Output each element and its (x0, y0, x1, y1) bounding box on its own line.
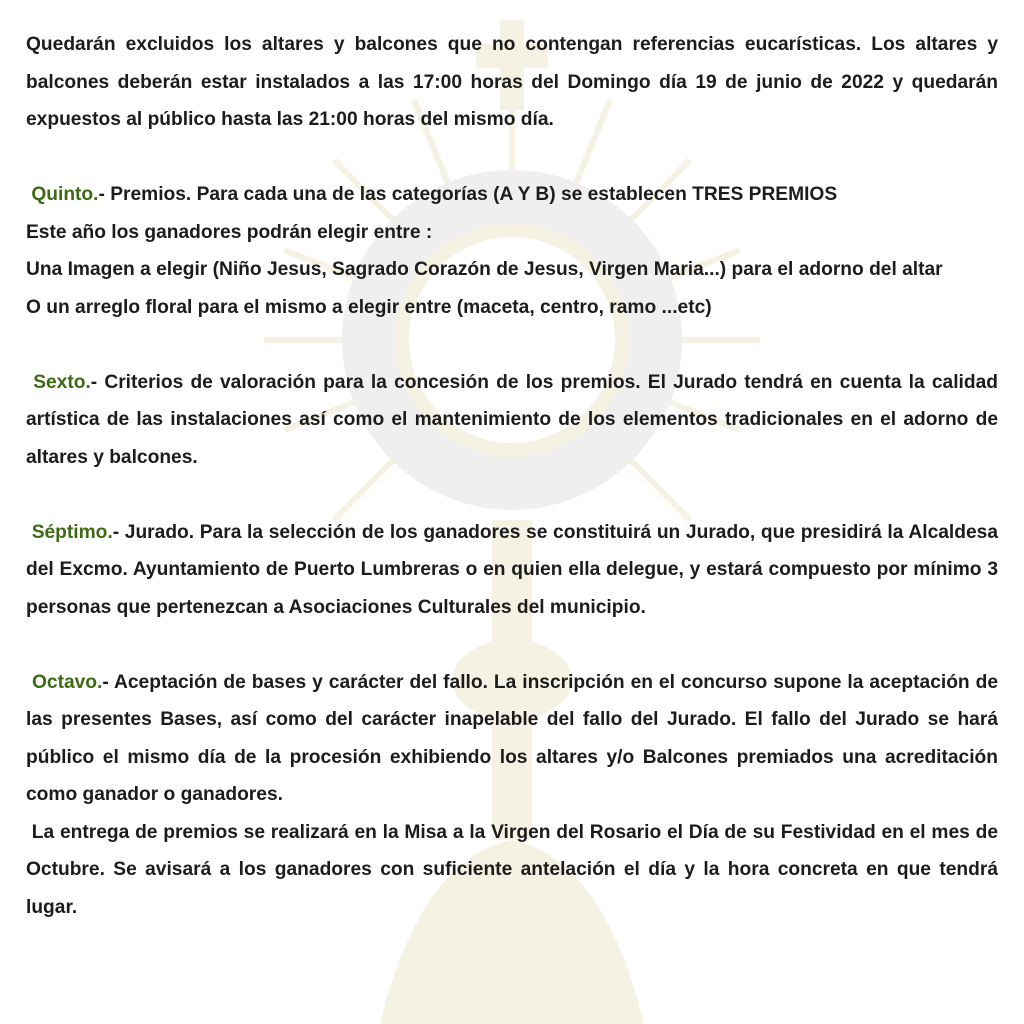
octavo-heading: Octavo. (31, 671, 103, 693)
sexto-heading: Sexto. (33, 371, 91, 393)
document-body (26, 26, 998, 926)
septimo-heading: Séptimo. (31, 521, 113, 543)
quinto-line-3: Una Imagen a elegir (Niño Jesus, Sagrado Corazón de Jesus, Virgen Maria...) para el adorno del altar (26, 259, 943, 280)
spacer (26, 626, 998, 664)
quinto-heading: Quinto. (31, 184, 99, 205)
quinto-line (26, 176, 998, 214)
spacer (26, 476, 998, 514)
awards-delivery-text: La entrega de premios se realizará en la Misa a la Virgen del Rosario el Día de su Festividad en el mes de Octubre. Se avisará a los ganadores con suficiente antelación el día y la hora concreta en que tendrá lugar. (26, 821, 998, 918)
spacer (26, 326, 998, 364)
awards-delivery-paragraph (26, 814, 998, 927)
septimo-paragraph (26, 514, 998, 627)
sexto-paragraph (26, 364, 998, 477)
sexto-text: - Criterios de valoración para la concesión de los premios. El Jurado tendrá en cuenta la calidad artística de las instalaciones así como el mantenimiento de los elementos tradicionales en el adorno de altares y balcones. (26, 371, 998, 468)
intro-paragraph: Quedarán excluidos los altares y balcones que no contengan referencias eucarísticas. Los altares y balcones deberán estar instalados a las 17:00 horas del Domingo día 19 de junio de 2022 y quedarán expuestos al público hasta las 21:00 horas del mismo día. (26, 34, 998, 130)
quinto-line-2: Este año los ganadores podrán elegir entre : (26, 221, 433, 243)
spacer (26, 139, 998, 177)
quinto-line-4: O un arreglo floral para el mismo a elegir entre (maceta, centro, ramo ...etc) (26, 296, 712, 318)
octavo-paragraph (26, 664, 998, 814)
octavo-text: - Aceptación de bases y carácter del fallo. La inscripción en el concurso supone la aceptación de las presentes Bases, así como del carácter inapelable del fallo del Jurado. El fallo del Jurado se hará público el mismo día de la procesión exhibiendo los altares y/o Balcones premiados una acreditación como ganador o ganadores. (26, 671, 998, 805)
septimo-text: - Jurado. Para la selección de los ganadores se constituirá un Jurado, que presidirá la Alcaldesa del Excmo. Ayuntamiento de Puerto Lumbreras o en quien ella delegue, y estará compuesto por mínimo 3 personas que pertenezcan a Asociaciones Culturales del municipio. (26, 521, 998, 618)
quinto-text: - Premios. Para cada una de las categorías (A Y B) se establecen TRES PREMIOS (98, 184, 838, 205)
